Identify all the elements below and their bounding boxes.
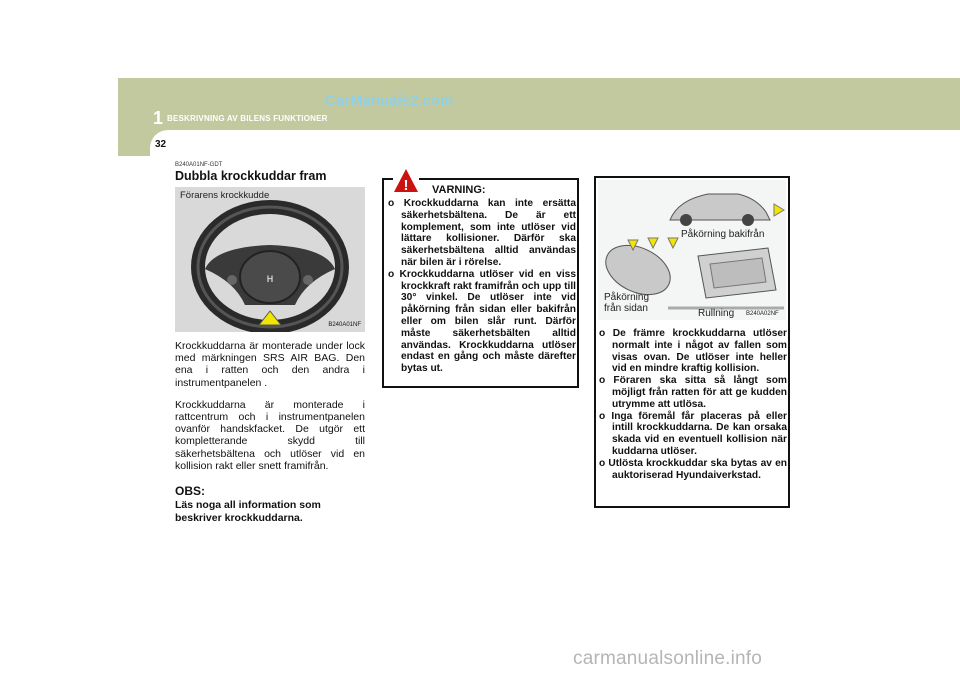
warning-item: o Krockkuddarna utlöser vid en viss krockkraft rakt framifrån och upp till 30° vinkel. De utlöser inte vid påkörning från sidan eller bakifrån eller om bilen slår runt. Därför måste säkerhetsbälten alltid användas. Krockkuddarna utlöser endast en gång och måste därefter bytas ut. bbox=[388, 268, 576, 375]
warning-icon bbox=[393, 168, 419, 194]
warning-icon-symbol: ! bbox=[403, 177, 409, 194]
section-title: Dubbla krockkuddar fram bbox=[175, 169, 327, 183]
warning-list bbox=[388, 198, 576, 375]
info-item: o Föraren ska sitta så långt som möjligt från ratten för att ge kudden utrymme att utlösa. bbox=[599, 375, 787, 410]
label-rear-collision: Påkörning bakifrån bbox=[681, 229, 765, 240]
label-rollover: Rullning bbox=[698, 308, 735, 319]
left-column bbox=[175, 162, 365, 524]
section-code: B240A01NF-GDT bbox=[175, 162, 223, 168]
info-item: o Utlösta krockkuddar ska bytas av en auktoriserad Hyundaiverkstad. bbox=[599, 457, 787, 481]
paragraph-1: Krockkuddarna är monterade under lock med märkningen SRS AIR BAG. Den ena i ratten och den andra i instrumentpanelen . bbox=[175, 340, 365, 389]
header-watermark[interactable]: CarManuals2.com bbox=[325, 92, 454, 109]
warning-title: VARNING: bbox=[432, 184, 486, 196]
collision-info-box bbox=[594, 176, 790, 508]
warning-box bbox=[382, 178, 579, 388]
steering-wheel-image bbox=[175, 187, 365, 332]
info-item: o De främre krockkuddarna utlöser normalt inte i något av fallen som visas ovan. De utlöser inte heller vid en mindre kraftig kollision. bbox=[599, 328, 787, 375]
image-code: B240A01NF bbox=[328, 322, 361, 328]
steering-wheel-icon bbox=[175, 187, 365, 332]
obs-title: OBS: bbox=[175, 484, 205, 499]
info-item: o Inga föremål får placeras på eller intill krockkuddarna. De kan orsaka skada vid en eventuell kollision när kuddarna utlöser. bbox=[599, 410, 787, 457]
footer-watermark[interactable]: carmanualsonline.info bbox=[573, 648, 763, 669]
label-side-collision: Påkörning från sidan bbox=[604, 292, 650, 314]
page-number: 32 bbox=[155, 139, 167, 150]
image-code-right: B240A02NF bbox=[746, 311, 779, 317]
paragraph-2: Krockkuddarna är monterade i rattcentrum och i instrumentpanelen ovanför handskfacket. De utgör ett kompletterande skydd till säkerhetsbältena och utlöser vid en kollision rakt eller snett framifrån. bbox=[175, 398, 365, 472]
collision-info-list bbox=[599, 328, 787, 481]
page-tab-cutout bbox=[150, 130, 960, 156]
image-caption: Förarens krockkudde bbox=[180, 190, 270, 201]
collision-illustration bbox=[598, 180, 786, 320]
chapter-number: 1 bbox=[153, 108, 164, 128]
svg-text:H: H bbox=[266, 274, 274, 284]
obs-text: Läs noga all information som beskriver krockkuddarna. bbox=[175, 499, 321, 524]
chapter-title: BESKRIVNING AV BILENS FUNKTIONER bbox=[167, 114, 328, 123]
warning-item: o Krockkuddarna kan inte ersätta säkerhetsbältena. De är ett komplement, som inte utlöser vid lättare kollisioner. Därför ska säkerhetsbältena alltid användas när bilen är i rörelse. bbox=[388, 198, 576, 268]
